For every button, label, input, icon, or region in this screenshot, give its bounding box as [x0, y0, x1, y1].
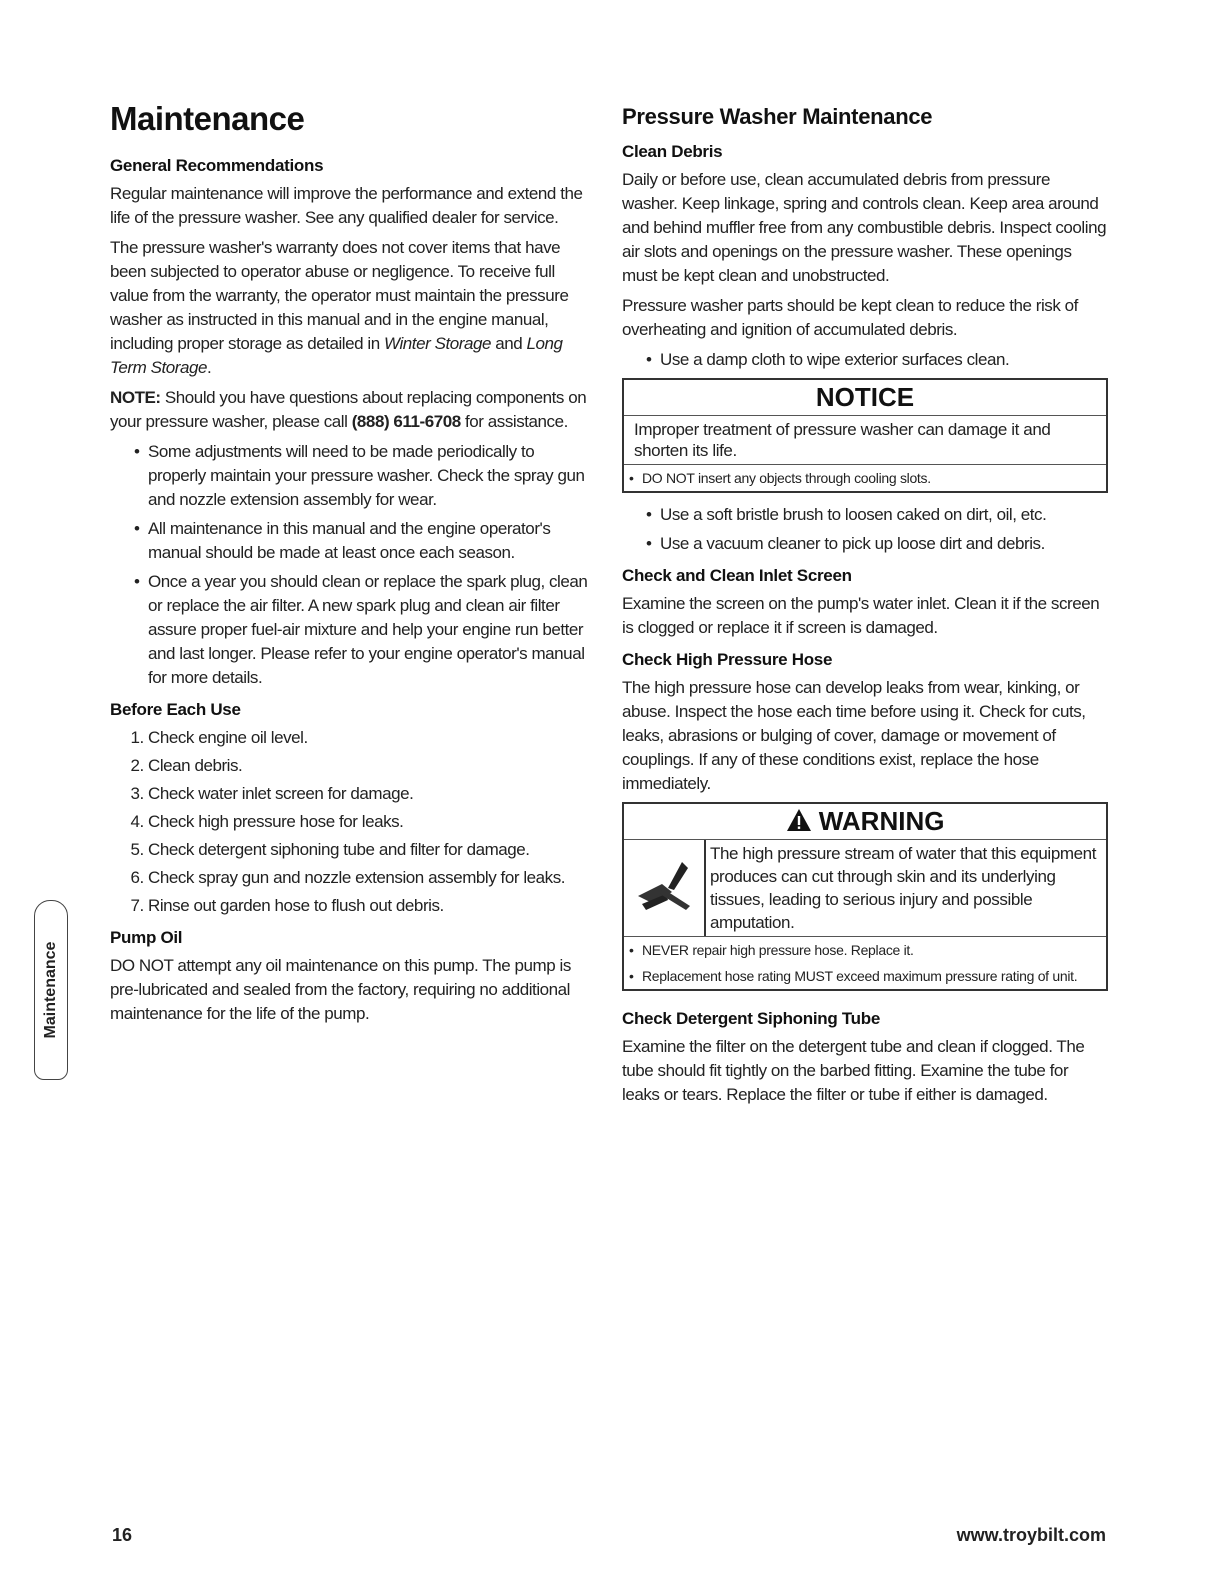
warning-body: The high pressure stream of water that this equipment produces can cut through skin and its underlying tissues, leading to serious injury and possible amputation. [710, 844, 1097, 932]
p2-text: The pressure washer's warranty does not cover items that have been subjected to operator abuse or negligence. To receive full value from the warranty, the operator must maintain the pressure washer as instructed in this manual and in the engine manual, including proper storage as detailed in [110, 238, 569, 353]
phone-number: (888) 611-6708 [351, 412, 461, 431]
pump-text: DO NOT attempt any oil maintenance on this pump. The pump is pre-lubricated and sealed from the factory, requiring no additional maintenance for the life of the pump. [110, 956, 571, 1023]
page-number: 16 [112, 1525, 133, 1545]
notice-bullet: • DO NOT insert any objects through cooling slots. [624, 465, 1106, 491]
left-column [110, 100, 592, 1032]
list-item: • Use a vacuum cleaner to pick up loose dirt and debris. [660, 532, 1108, 556]
debris-heading: Clean Debris [622, 142, 723, 161]
side-tab [34, 900, 68, 1080]
note [110, 386, 592, 434]
list-item: • Use a damp cloth to wipe exterior surfaces clean. [660, 348, 1108, 372]
note-label: NOTE: [110, 388, 161, 407]
note-text: Should you have questions about replacing components on your pressure washer, please call [110, 388, 587, 431]
hose-text: The high pressure hose can develop leaks from wear, kinking, or abuse. Inspect the hose each time before using it. Check for cuts, leaks, abrasions or bulging of cover, damage or movement of couplings. If any of these conditions exist, replace the hose immediately. [622, 678, 1086, 793]
general-heading: General Recommendations [110, 156, 324, 175]
list-item: 4. Check high pressure hose for leaks. [148, 810, 592, 834]
warning-bullet: • Replacement hose rating MUST exceed maximum pressure rating of unit. [624, 963, 1106, 989]
notice-title: NOTICE [624, 380, 1106, 416]
list-item: 3. Check water inlet screen for damage. [148, 782, 592, 806]
long-term-storage-ref: Long Term Storage [110, 334, 563, 377]
note-end: for assistance. [460, 412, 568, 431]
warning-bullet: • NEVER repair high pressure hose. Replace it. [624, 937, 1106, 963]
notice-box [622, 378, 1108, 493]
list-item: 1. Check engine oil level. [148, 726, 592, 750]
side-tab-label: Maintenance [42, 941, 59, 1039]
inlet-text: Examine the screen on the pump's water inlet. Clean it if the screen is clogged or replace it if screen is damaged. [622, 594, 1100, 637]
right-column [622, 104, 1108, 1113]
p2-end: . [206, 358, 212, 377]
warning-box [622, 802, 1108, 991]
list-item: • Some adjustments will need to be made periodically to properly maintain your pressure washer. Check the spray gun and nozzle extension assembly for wear. [148, 440, 592, 512]
list-item: 6. Check spray gun and nozzle extension assembly for leaks. [148, 866, 592, 890]
notice-body: Improper treatment of pressure washer can damage it and shorten its life. [624, 416, 1106, 465]
general-bullets [110, 440, 592, 690]
p2-and: and [490, 334, 527, 353]
inlet-heading: Check and Clean Inlet Screen [622, 566, 852, 585]
list-item: • Use a soft bristle brush to loosen caked on dirt, oil, etc. [660, 503, 1108, 527]
debris-p2: Pressure washer parts should be kept clean to reduce the risk of overheating and ignition of accumulated debris. [622, 296, 1078, 339]
list-item: 5. Check detergent siphoning tube and filter for damage. [148, 838, 592, 862]
warning-row [624, 840, 1106, 937]
general-p2 [110, 236, 592, 380]
detergent-text: Examine the filter on the detergent tube and clean if clogged. The tube should fit tightly on the barbed fitting. Examine the tube for leaks or tears. Replace the filter or tube if either is damaged. [622, 1037, 1085, 1104]
debris-bullets-1 [622, 348, 1108, 372]
page-title: Maintenance [110, 100, 305, 137]
injection-hazard-icon [624, 840, 706, 936]
debris-bullets-2 [622, 503, 1108, 556]
list-item: • All maintenance in this manual and the engine operator's manual should be made at least once each season. [148, 517, 592, 565]
warning-header [624, 804, 1106, 840]
detergent-heading: Check Detergent Siphoning Tube [622, 1009, 880, 1028]
footer-url: www.troybilt.com [956, 1525, 1106, 1545]
warning-title: WARNING [818, 806, 945, 836]
list-item: 7. Rinse out garden hose to flush out debris. [148, 894, 592, 918]
before-list [110, 726, 592, 918]
hose-heading: Check High Pressure Hose [622, 650, 833, 669]
pump-heading: Pump Oil [110, 928, 183, 947]
general-p1: Regular maintenance will improve the performance and extend the life of the pressure washer. See any qualified dealer for service. [110, 184, 583, 227]
before-heading: Before Each Use [110, 700, 241, 719]
warning-triangle-icon [786, 808, 812, 832]
list-item: • Once a year you should clean or replace the spark plug, clean or replace the air filter. A new spark plug and clean air filter assure proper fuel-air mixture and help your engine run better and last longer. Please refer to your engine operator's manual for more details. [148, 570, 592, 690]
debris-p1: Daily or before use, clean accumulated debris from pressure washer. Keep linkage, spring and controls clean. Keep area around and behind muffler free from any combustible debris. Inspect cooling air slots and openings on the pressure washer. These openings must be kept clean and unobstructed. [622, 170, 1107, 285]
section-title: Pressure Washer Maintenance [622, 104, 933, 129]
winter-storage-ref: Winter Storage [384, 334, 491, 353]
list-item: 2. Clean debris. [148, 754, 592, 778]
